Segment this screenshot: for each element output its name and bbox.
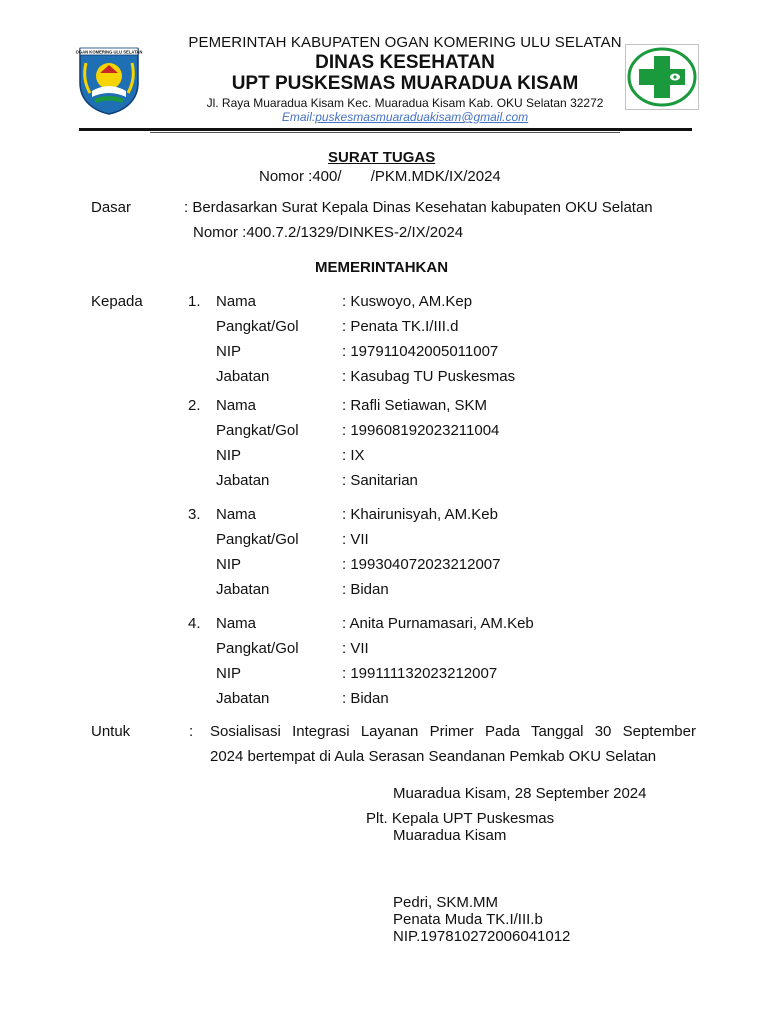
field-label-pangkat: Pangkat/Gol (216, 530, 299, 548)
person-nama-value: : Anita Purnamasari, AM.Keb (342, 615, 534, 632)
kop-puskesmas: UPT PUSKESMAS MUARADUA KISAM (231, 73, 579, 94)
person-jabatan-value: : Sanitarian (342, 471, 418, 489)
untuk-line-2: 2024 bertempat di Aula Serasan Seandanan Pemkab OKU Selatan (210, 748, 657, 765)
person-number: 1. (188, 293, 201, 310)
kop-email (105, 110, 705, 124)
field-label-jabatan: Jabatan (216, 580, 270, 598)
dasar-nomor: Nomor :400.7.2/1329/DINKES-2/IX/2024 (193, 224, 464, 241)
field-label-nip: NIP (216, 446, 242, 464)
person-jabatan-value: : Kasubag TU Puskesmas (342, 367, 516, 385)
person-pangkat-value: : 199608192023211004 (342, 421, 500, 439)
document-number: Nomor :400/ /PKM.MDK/IX/2024 (259, 168, 501, 185)
kop-address: Jl. Raya Muaradua Kisam Kec. Muaradua Kisam Kab. OKU Selatan 32272 (206, 96, 604, 110)
person-nip-value: : 199304072023212007 (342, 555, 501, 573)
person-nama-value: : Kuswoyo, AM.Kep (342, 293, 473, 310)
header-rule-thin (150, 132, 620, 133)
signature-place-date: Muaradua Kisam, 28 September 2024 (393, 785, 647, 802)
person-nama-value: : Rafli Setiawan, SKM (342, 397, 488, 414)
person-nip-value: : 197911042005011007 (342, 342, 499, 360)
field-label-pangkat: Pangkat/Gol (216, 639, 299, 657)
field-label-pangkat: Pangkat/Gol (216, 317, 299, 335)
untuk-colon: : (189, 723, 194, 740)
person-number: 4. (188, 615, 201, 632)
person-nip-value: : 199111132023212007 (342, 664, 498, 682)
person-pangkat-value: : VII (342, 530, 369, 548)
person-jabatan-value: : Bidan (342, 580, 389, 598)
kepada-label: Kepada (91, 293, 143, 310)
email-prefix: Email: (281, 110, 316, 124)
email-link[interactable]: puskesmasmuaraduakisam@gmail.com (315, 110, 529, 124)
field-label-nama: Nama (216, 397, 257, 414)
header-rule-thick (79, 128, 692, 131)
signature-name: Pedri, SKM.MM (393, 894, 499, 911)
document-title: SURAT TUGAS (328, 149, 436, 166)
kop-pemerintah: PEMERINTAH KABUPATEN OGAN KOMERING ULU SELATAN (188, 34, 622, 51)
field-label-nip: NIP (216, 342, 242, 360)
signature-position-1: Plt. Kepala UPT Puskesmas (366, 810, 555, 827)
dasar-text: : Berdasarkan Surat Kepala Dinas Kesehatan kabupaten OKU Selatan (184, 199, 653, 216)
logo-text: OGAN KOMERING ULU SELATAN (75, 49, 143, 55)
untuk-label: Untuk (91, 723, 131, 740)
field-label-nip: NIP (216, 664, 242, 682)
person-pangkat-value: : VII (342, 639, 369, 657)
memerintahkan-heading: MEMERINTAHKAN (315, 259, 449, 276)
field-label-nip: NIP (216, 555, 242, 573)
signature-nip: NIP.197810272006041012 (393, 928, 571, 945)
person-nama-value: : Khairunisyah, AM.Keb (342, 506, 498, 523)
field-label-jabatan: Jabatan (216, 471, 270, 489)
field-label-nama: Nama (216, 506, 257, 523)
untuk-line-1: Sosialisasi Integrasi Layanan Primer Pada Tanggal 30 September (210, 723, 696, 740)
kop-dinas: DINAS KESEHATAN (315, 52, 495, 73)
person-pangkat-value: : Penata TK.I/III.d (342, 317, 459, 335)
signature-rank: Penata Muda TK.I/III.b (393, 911, 543, 928)
field-label-pangkat: Pangkat/Gol (216, 421, 299, 439)
person-nip-value: : IX (342, 446, 365, 464)
person-number: 2. (188, 397, 201, 414)
person-number: 3. (188, 506, 201, 523)
field-label-nama: Nama (216, 293, 257, 310)
dasar-label: Dasar (91, 199, 132, 216)
person-jabatan-value: : Bidan (342, 689, 389, 707)
field-label-nama: Nama (216, 615, 257, 632)
field-label-jabatan: Jabatan (216, 367, 270, 385)
field-label-jabatan: Jabatan (216, 689, 270, 707)
signature-position-2: Muaradua Kisam (393, 827, 507, 844)
